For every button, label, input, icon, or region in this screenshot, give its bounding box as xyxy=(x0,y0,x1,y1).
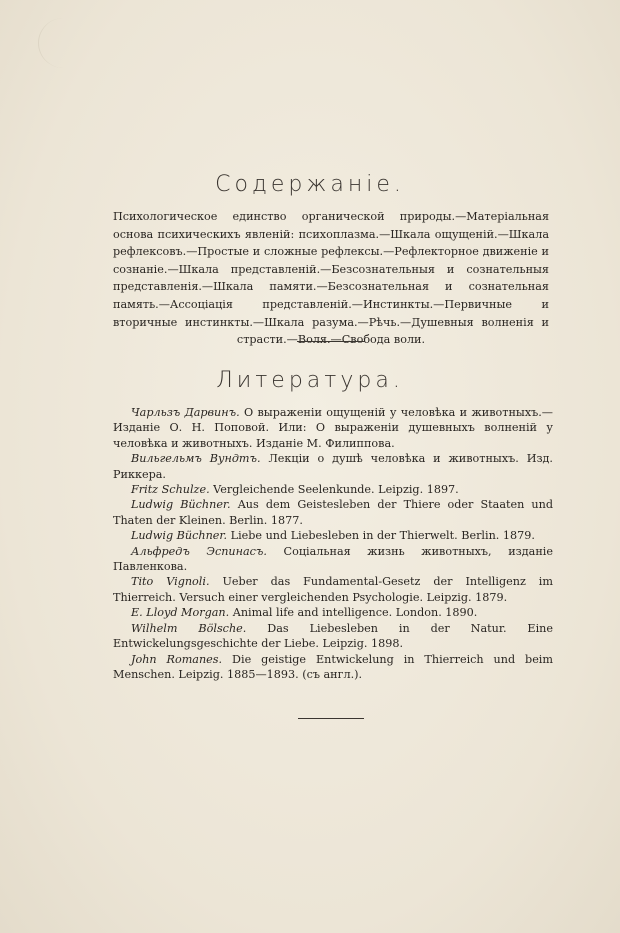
entry-text: Ueber das Fundamental-Gesetz der Intelligenz im Thierreich. Versuch einer vergleichenden Psychologie. Leipzig. 1879. xyxy=(113,575,553,604)
entry-author: Tito Vignoli. xyxy=(131,575,210,589)
literature-entry xyxy=(113,605,553,620)
entry-author: Альфредъ Эспинасъ. xyxy=(131,544,267,558)
literature-entry xyxy=(113,652,553,683)
entry-text: Animal life and intelligence. London. 1890. xyxy=(229,606,478,620)
entry-text: Das Liebesleben in der Natur. Eine Entwickelungsgeschichte der Liebe. Leipzig. 1898. xyxy=(113,621,554,651)
entry-text: Aus dem Geistesleben der Thiere oder Staaten und Thaten der Kleinen. Berlin. 1877. xyxy=(113,498,553,527)
literature-entry xyxy=(113,482,553,497)
literature-entry xyxy=(113,621,553,652)
page-corner-mark xyxy=(38,18,89,68)
entry-text: О выраженіи ощущеній у человѣка и животныхъ.—Изданіе О. Н. Поповой. Или: О выраженіи душевныхъ волненій у человѣка и животныхъ. Изданіе М. Филиппова. xyxy=(113,406,553,450)
contents-paragraph: Психологическое единство органической природы.—Матеріальная основа психическихъ явленій: психоплазма.—Шкала ощущеній.—Шкала рефлексовъ.—Простые и сложные рефлексы.—Рефлекторное движеніе и сознаніе.—Шкала представленій.—Безсознательныя и сознательныя представленія.—Шкала памяти.—Безсознательная и сознательная память.—Ассоціація представленій.—Инстинкты.—Первичные и вторичные инстинкты.—Шкала разума.—Рѣчь.—Душевныя волненія и страсти.—Воля.—Свобода воли. xyxy=(113,210,549,347)
entry-text: Die geistige Entwickelung in Thierreich und beim Menschen. Leipzig. 1885—1893. (съ англ.). xyxy=(113,652,553,681)
entry-author: Fritz Schulze. xyxy=(131,483,210,497)
section-divider xyxy=(297,341,365,342)
entry-author: Ludwig Büchner. xyxy=(131,498,231,512)
entry-text: Соціальная жизнь животныхъ, изданіе Павленкова. xyxy=(113,544,553,574)
contents-heading: Содержаніе. xyxy=(215,172,405,197)
entry-author: E. Lloyd Morgan. xyxy=(131,606,230,620)
literature-list xyxy=(113,405,553,682)
literature-entry xyxy=(113,544,553,575)
literature-entry xyxy=(113,451,553,482)
entry-author: John Romanes. xyxy=(131,652,223,666)
entry-text: Лекціи о душѣ человѣка и животныхъ. Изд. Риккера. xyxy=(113,452,553,481)
literature-heading: Литература. xyxy=(216,368,404,393)
literature-entry xyxy=(113,497,553,528)
literature-entry xyxy=(113,528,553,543)
entry-author: Ludwig Büchner. xyxy=(131,529,228,543)
entry-author: Wilhelm Bölsche. xyxy=(131,621,247,635)
entry-text: Vergleichende Seelenkunde. Leipzig. 1897. xyxy=(209,483,459,497)
literature-entry xyxy=(113,405,553,451)
literature-entry xyxy=(113,574,553,605)
entry-text: Liebe und Liebesleben in der Thierwelt. Berlin. 1879. xyxy=(227,529,535,543)
entry-author: Чарльзъ Дарвинъ. xyxy=(131,406,240,419)
end-divider xyxy=(298,718,364,719)
entry-author: Вильгельмъ Вундтъ. xyxy=(131,452,261,466)
